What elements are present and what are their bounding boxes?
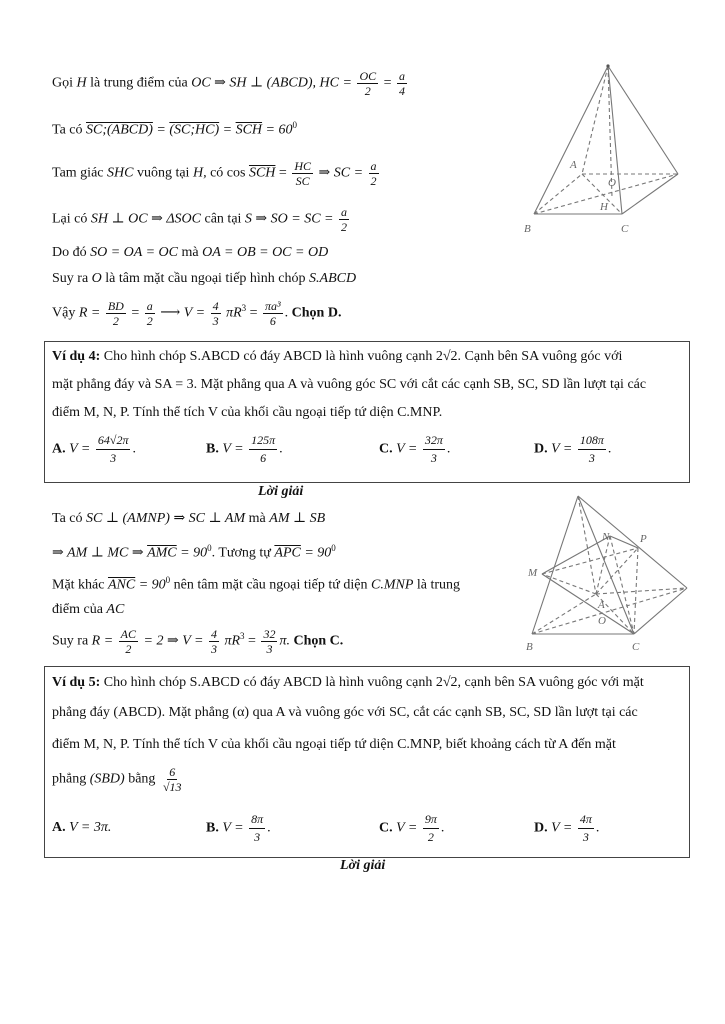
ex5-option-b[interactable]: B. V = $\frac{8\pi}{3}$ . (206, 812, 271, 844)
fraction: $\frac{BD}{2}$ (107, 299, 124, 328)
fraction: $\frac{64√2\pi}{3}$ (97, 433, 129, 465)
option-letter: D. (534, 820, 548, 836)
fraction: $\frac{4\pi}{3}$ (579, 812, 592, 844)
label-O: O (598, 615, 606, 627)
ex5-question-line-2 (52, 706, 638, 720)
math: H (76, 75, 87, 91)
math: V = (396, 820, 418, 836)
sol3-line-3 (52, 160, 381, 187)
ex5-option-d[interactable]: D. V = $\frac{4\pi}{3}$ . (534, 812, 600, 844)
example-label: Ví dụ 4: (52, 349, 101, 364)
label-A: A (598, 599, 605, 611)
fraction: $\frac{6}{√13}$ (162, 765, 182, 794)
option-letter: B. (206, 441, 219, 457)
pyramid-figure-2 (522, 490, 692, 655)
question-text: mặt phẳng đáy và SA = 3. Mặt phẳng qua A và vuông góc SC với cắt các cạnh SB, SC, SD lần lượt tại các (52, 377, 647, 392)
math: R = (91, 633, 114, 649)
text: = (278, 165, 287, 181)
math: ⇒ AM ⊥ MC ⇒ (52, 545, 144, 561)
math: SH ⊥ OC ⇒ ΔSOC (90, 211, 201, 227)
math: OC ⇒ SH ⊥ (ABCD), HC = (191, 75, 352, 91)
ex4-option-c[interactable]: C. V = $\frac{32\pi}{3}$ . (379, 433, 451, 465)
math: V = (222, 820, 244, 836)
question-text: phẳng đáy (ABCD). Mặt phẳng (α) qua A và vuông góc với SC, cắt các cạnh SB, SC, SD lần lượt tại các (52, 705, 638, 720)
math: S.ABCD (309, 271, 357, 286)
sol3-line-7 (52, 300, 341, 327)
solution-caption-4: Lời giải (258, 484, 304, 499)
text: là trung điểm của (90, 75, 188, 91)
math: SO = OA = OC (90, 245, 178, 260)
superscript: 3 (241, 303, 247, 314)
superscript: 0 (292, 120, 297, 130)
text: = (248, 633, 256, 649)
question-text: Cho hình chóp S.ABCD có đáy ABCD là hình vuông cạnh 2√2, cạnh bên SA vuông góc với mặt (103, 675, 644, 690)
ex5-question-line-3 (52, 738, 616, 752)
math: SC ⊥ (AMNP) ⇒ SC ⊥ AM (86, 511, 246, 526)
fraction: $\frac{a}{4}$ (399, 69, 406, 98)
ex4-question-line-2 (52, 378, 646, 392)
question-text: Cho hình chóp S.ABCD có đáy ABCD là hình vuông cạnh 2√2. Cạnh bên SA vuông góc với (103, 349, 623, 364)
math: πR (224, 633, 241, 649)
sol4-line-2: ⇒ AM ⊥ MC ⇒ $\overline{AMC} = 90^0$. Tương tự $\overline{APC} = 90^0$ (52, 543, 336, 561)
math: O (91, 271, 102, 286)
ex4-option-d[interactable]: D. V = $\frac{108\pi}{3}$ . (534, 433, 612, 465)
option-letter: A. (52, 820, 66, 835)
text: nên tâm mặt cầu ngoại tiếp tứ diện (173, 577, 368, 593)
label-B: B (524, 223, 531, 235)
text: Ta có (52, 122, 83, 138)
math: = 90 (180, 545, 208, 561)
text: Ta có (52, 511, 83, 526)
question-text: điểm M, N, P. Tính thể tích V của khối cầu ngoại tiếp tứ diện C.MNP. (52, 405, 443, 420)
label-C: C (621, 223, 629, 235)
label-O: O (608, 177, 616, 189)
sol3-line-1 (52, 70, 409, 97)
fraction: $\frac{a}{2}$ (341, 205, 347, 234)
math: V = (222, 441, 244, 457)
math: V = (551, 441, 573, 457)
fraction: $\frac{8\pi}{3}$ (251, 812, 264, 844)
fraction: $\frac{a}{2}$ (146, 299, 153, 328)
example-label: Ví dụ 5: (52, 675, 101, 690)
math: OA = OB = OC = OD (202, 245, 329, 260)
math: V = (396, 441, 418, 457)
math: AC (106, 602, 125, 617)
math: ⇒ SC = (318, 165, 364, 181)
text: = (249, 305, 258, 321)
fraction: $\frac{HC}{SC}$ (294, 159, 311, 188)
text: Mặt khác (52, 577, 105, 593)
ex4-option-a[interactable]: A. V = $\frac{64√2\pi}{3}$ . (52, 433, 136, 465)
fraction: $\frac{OC}{2}$ (359, 69, 377, 98)
label-M: M (528, 567, 538, 579)
ex5-question-line-4 (52, 766, 186, 793)
text: cân tại (204, 211, 242, 227)
math: (SBD) (89, 771, 125, 787)
text: Lại có (52, 211, 88, 227)
fraction: $\frac{32}{3}$ (263, 627, 276, 656)
math: = 90 (304, 545, 332, 561)
sol3-line-6 (52, 272, 356, 286)
fraction: $\frac{108\pi}{3}$ (579, 433, 604, 465)
angle: $\overline{ANC}$ (107, 577, 136, 593)
text: bằng (128, 771, 156, 787)
fraction: $\frac{9\pi}{2}$ (424, 812, 437, 844)
text: Vậy (52, 305, 76, 321)
ex5-question-line-1 (52, 676, 644, 690)
text: = (383, 75, 392, 91)
label-A: A (570, 159, 577, 171)
math: = 60 (265, 122, 293, 138)
sol3-line-5 (52, 246, 328, 260)
angle: $\overline{APC}$ (274, 545, 301, 561)
fraction: $\frac{a}{2}$ (370, 159, 377, 188)
text: Do đó (52, 245, 87, 260)
text: Tam giác (52, 165, 104, 181)
angle: $\overline{SCH}$ (235, 122, 263, 138)
option-letter: B. (206, 820, 219, 836)
text: Gọi (52, 75, 73, 91)
ex4-question-line-3 (52, 406, 442, 420)
angle: (SC;HC) (169, 122, 220, 138)
math: ⟶ V = (160, 305, 206, 321)
ex4-question-line-1 (52, 350, 686, 364)
label-P: P (640, 533, 647, 545)
text: có cos (210, 165, 246, 181)
fraction: $\frac{4}{3}$ (212, 299, 219, 328)
sol4-line-3: Mặt khác $\overline{ANC} = 90^0$ nên tâm mặt cầu ngoại tiếp tứ diện C.MNP là trung (52, 575, 461, 593)
label-C: C (632, 641, 640, 653)
math: V = (69, 441, 91, 457)
label-B: B (526, 641, 533, 653)
text: mà (181, 245, 199, 260)
answer: Chọn C. (293, 633, 344, 649)
math: AM ⊥ SB (269, 511, 326, 526)
math: C.MNP (370, 577, 414, 593)
option-letter: C. (379, 441, 393, 457)
ex4-option-b[interactable]: B. V = $\frac{125\pi}{6}$ . (206, 433, 283, 465)
question-text: điểm M, N, P. Tính thể tích V của khối cầu ngoại tiếp tứ diện C.MNP, biết khoảng cách từ A đến mặt (52, 737, 616, 752)
text: là trung (416, 577, 461, 593)
fraction: $\frac{32\pi}{3}$ (424, 433, 443, 465)
math: = (156, 122, 166, 138)
math: V = 3π. (69, 820, 112, 835)
fraction: $\frac{\text{πa³}}{6}$ (265, 299, 281, 328)
option-letter: D. (534, 441, 548, 457)
text: = (131, 305, 140, 321)
sol3-line-4 (52, 206, 351, 233)
text: mà (248, 511, 266, 526)
pyramid-figure-1 (520, 62, 690, 237)
text: Suy ra (52, 633, 89, 649)
math: S ⇒ SO = SC = (244, 211, 334, 227)
fraction: $\frac{AC}{2}$ (120, 627, 137, 656)
fraction: $\frac{125\pi}{6}$ (251, 433, 276, 465)
angle: SC;(ABCD) (86, 122, 153, 138)
option-letter: A. (52, 441, 66, 457)
text: . (284, 305, 289, 321)
math: = 2 ⇒ V = (143, 633, 204, 649)
answer: Chọn D. (291, 305, 342, 321)
math: SHC (107, 165, 134, 181)
text: phẳng (52, 771, 87, 787)
text: điểm của (52, 602, 103, 617)
angle: $\overline{AMC}$ (147, 545, 177, 561)
option-letter: C. (379, 820, 393, 836)
sol4-line-5: Suy ra R = $\frac{AC}{2}$ = 2 ⇒ V = $\frac{4}{3}$ $\pi R^3$ = $\frac{32}{3}$ π. Chọn C. (52, 627, 344, 656)
angle: $\overline{SCH}$ (248, 165, 276, 181)
text: . Tương tự (211, 545, 271, 561)
sol4-line-1 (52, 512, 325, 526)
text: là tâm mặt cầu ngoại tiếp hình chóp (105, 271, 306, 286)
math: V = (551, 820, 573, 836)
fraction: $\frac{4}{3}$ (210, 627, 217, 656)
sol4-line-4 (52, 603, 124, 617)
math: πR (226, 305, 242, 321)
text: Suy ra (52, 271, 89, 286)
solution-caption-5: Lời giải (340, 858, 386, 873)
math: = 90 (138, 577, 166, 593)
math: = (222, 122, 233, 138)
label-N: N (602, 531, 610, 543)
math: H, (192, 165, 207, 181)
sol3-line-2 (52, 121, 297, 138)
ex5-option-c[interactable]: C. V = $\frac{9\pi}{2}$ . (379, 812, 445, 844)
text: vuông tại (136, 165, 190, 181)
ex5-option-a[interactable] (52, 820, 111, 836)
math: R = (78, 305, 101, 321)
label-H: H (600, 201, 608, 213)
